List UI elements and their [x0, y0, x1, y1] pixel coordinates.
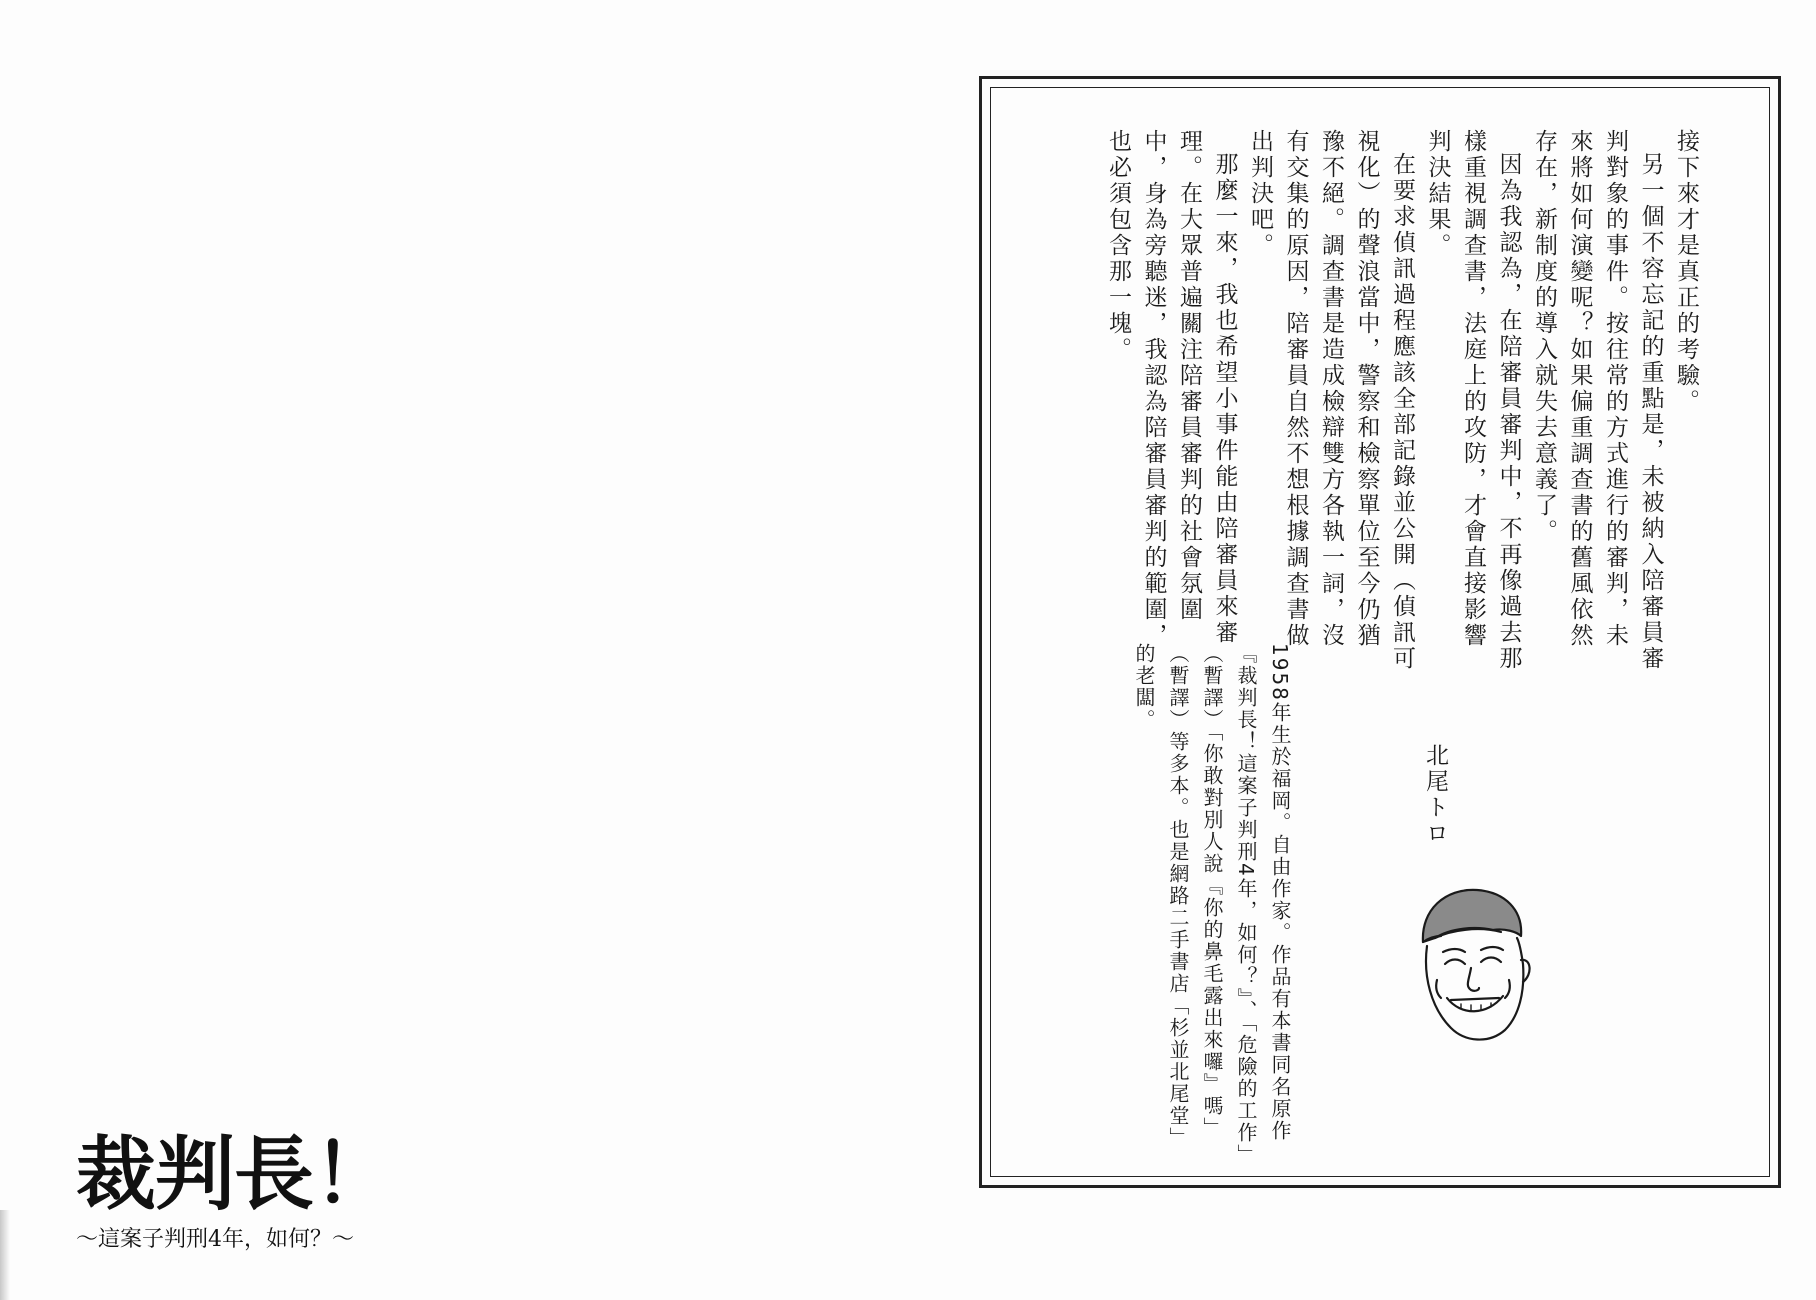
book-subtitle: ～這案子判刑4年，如何？～: [76, 1227, 354, 1252]
author-portrait-icon: [1405, 880, 1535, 1050]
author-bio: 1958年生於福岡。自由作家。作品有本書同名原作『裁判長！這案子判刑4年，如何？』、「危險的工作」（暫譯）「你敢對別人說『你的鼻毛露出來囉』嗎」（暫譯）等多本。也是網路二手書店「杉並北尾堂」的老闆。: [1132, 643, 1292, 1156]
essay-paragraph: 那麼一來，我也希望小事件能由陪審員來審理。在大眾普遍關注陪審員審判的社會氛圍中，身為旁聽迷，我認為陪審員審判的範圍，也必須包含那一塊。: [1105, 129, 1238, 649]
essay-paragraph: 因為我認為，在陪審員審判中，不再像過去那樣重視調查書，法庭上的攻防，才會直接影響判決結果。: [1424, 129, 1522, 672]
essay-paragraph: 接下來才是真正的考驗。: [1673, 129, 1699, 415]
page-fold-shadow: [0, 1210, 10, 1300]
essay-paragraph: 在要求偵訊過程應該全部記錄並公開（偵訊可視化）的聲浪當中，警察和檢察單位至今仍猶豫不絕。調查書是造成檢辯雙方各執一詞，沒有交集的原因，陪審員自然不想根據調查書做出判決吧。: [1247, 129, 1415, 672]
author-name: 北尾トロ: [1422, 743, 1448, 847]
afterword-frame: [979, 76, 1781, 1188]
book-title: 裁判長！: [76, 1127, 392, 1221]
afterword-essay: [1100, 129, 1704, 674]
essay-paragraph: 另一個不容忘記的重點是，未被納入陪審員審判對象的事件。按往常的方式進行的審判，未來將如何演變呢？如果偏重調查書的舊風依然存在，新制度的導入就失去意義了。: [1531, 129, 1664, 672]
